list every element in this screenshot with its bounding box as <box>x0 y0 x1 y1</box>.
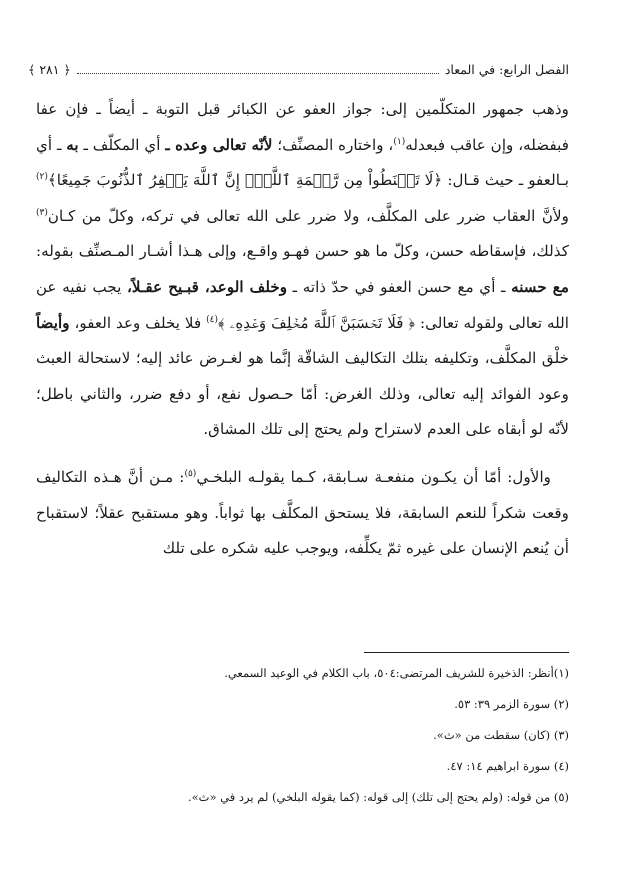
running-header <box>28 58 569 80</box>
footnote-ref-2[interactable]: (٢) <box>36 172 48 183</box>
quran-verse: ﴿ فَلَا تَحۡسَبَنَّ ٱللَّهَ مُخۡلِفَ وَعۡدِهِۦ ﴾ <box>217 313 416 332</box>
text-run: ولأنَّ العقاب ضرر على المكلَّف، ولا ضرر على الله تعالى في تركه، وكلّ من كـان <box>47 206 569 225</box>
footnote-ref-5[interactable]: (٥) <box>184 468 197 479</box>
text-run: خلْق المكلَّف، وتكليفه بتلك التكاليف الشاقّة إنَّما هو لغـرض عائد إليه؛ لاستحالة العبث وعود الفوائد إليه تعالى، وذلك الغرض: أمّا حـصول نفع، أو دفع ضرر، والثاني باطل؛ لأنّه لو أبقاه على العدم لاستراح ولم يحتج إلى تلك المشاق. <box>36 349 569 439</box>
footnote-2: (٢) سورة الزمر ٣٩: ٥٣. <box>454 697 569 711</box>
footnote-ref-4[interactable]: (٤) <box>206 314 218 325</box>
quran-verse: ﴿لَا تَقۡنَطُواْ مِن رَّحۡمَةِ ٱللَّهِۚ إِنَّ ٱللَّهَ يَغۡفِرُ ٱلذُّنُوبَ جَمِيعًا﴾ <box>47 171 443 190</box>
main-text <box>36 92 569 567</box>
matn-text: وأيضاً <box>36 313 70 332</box>
footnote-separator <box>364 652 569 653</box>
footnote-5: (٥) من قوله: (ولم يحتج إلى تلك) إلى قوله: (كما يقوله البلخي) لم يرد في «ث». <box>187 790 569 804</box>
text-run: يجب نفيه عن الله تعالى ولقوله تعالى: <box>36 277 569 332</box>
text-run: فلا يخلف وعد العفو، <box>69 313 207 332</box>
footnotes <box>36 662 569 817</box>
footnote-3: (٣) (كان) سقطت من «ث». <box>433 728 569 742</box>
matn-text: به <box>66 135 79 154</box>
text-run: : مـن أنَّ هـذه التكاليف وقعت شكراً للنعم السابقة، فلا يستحق المكلَّف بها ثواباً. وهو مستقبح عقلاً؛ لاستقباح أن يُنعم الإنسان على غيره ثمّ يكلِّفه، ويوجب عليه شكره على تلك <box>36 467 569 558</box>
footnote-ref-1[interactable]: (١) <box>393 136 406 147</box>
text-run: ، واختاره المصنِّف؛ <box>272 135 394 154</box>
text-run: كذلك، فإسقاطه حسن، وكلّ ما هو حسن فهـو واقـع، وإلى هـذا أشـار المـصنِّف بقوله: <box>36 242 569 261</box>
page-number: ﴿ ٢٨١ ﴾ <box>28 61 71 77</box>
matn-text: وخلف الوعد، قبـيح عقـلاً، <box>126 277 288 296</box>
text-run: ـ أي بـالعفو ـ حيث قـال: <box>36 135 569 190</box>
text-run: والأول: أمّا أن يكـون منفعـة سـابقة، كـما يقولـه البلخـي <box>196 467 551 486</box>
footnote-1: (١)أنظر: الذخيرة للشريف المرتضى:٥٠٤، باب الكلام في الوعيد السمعي. <box>224 666 569 680</box>
text-run: ـ أي مع حسن العفو في حدّ ذاته ـ <box>287 277 512 296</box>
paragraph-2 <box>36 460 569 567</box>
text-run: وذهب جمهور المتكلّمين إلى: جواز العفو عن الكبائر قبل التوبة ـ أيضاً ـ فإن عفا فبفضله، وإن عاقب فبعدله <box>36 100 569 154</box>
text-run: أي المكلّف ـ <box>78 135 166 154</box>
footnote-4: (٤) سورة ابراهيم ١٤: ٤٧. <box>446 759 569 773</box>
matn-text: لأنّه تعالى وعده ـ <box>165 135 273 154</box>
matn-text: مع حسنه <box>511 277 569 296</box>
footnote-ref-3[interactable]: (٣) <box>36 207 48 218</box>
chapter-title: الفصل الرابع: في المعاد <box>444 61 569 77</box>
dotted-leader <box>77 64 439 74</box>
paragraph-1 <box>36 92 569 448</box>
